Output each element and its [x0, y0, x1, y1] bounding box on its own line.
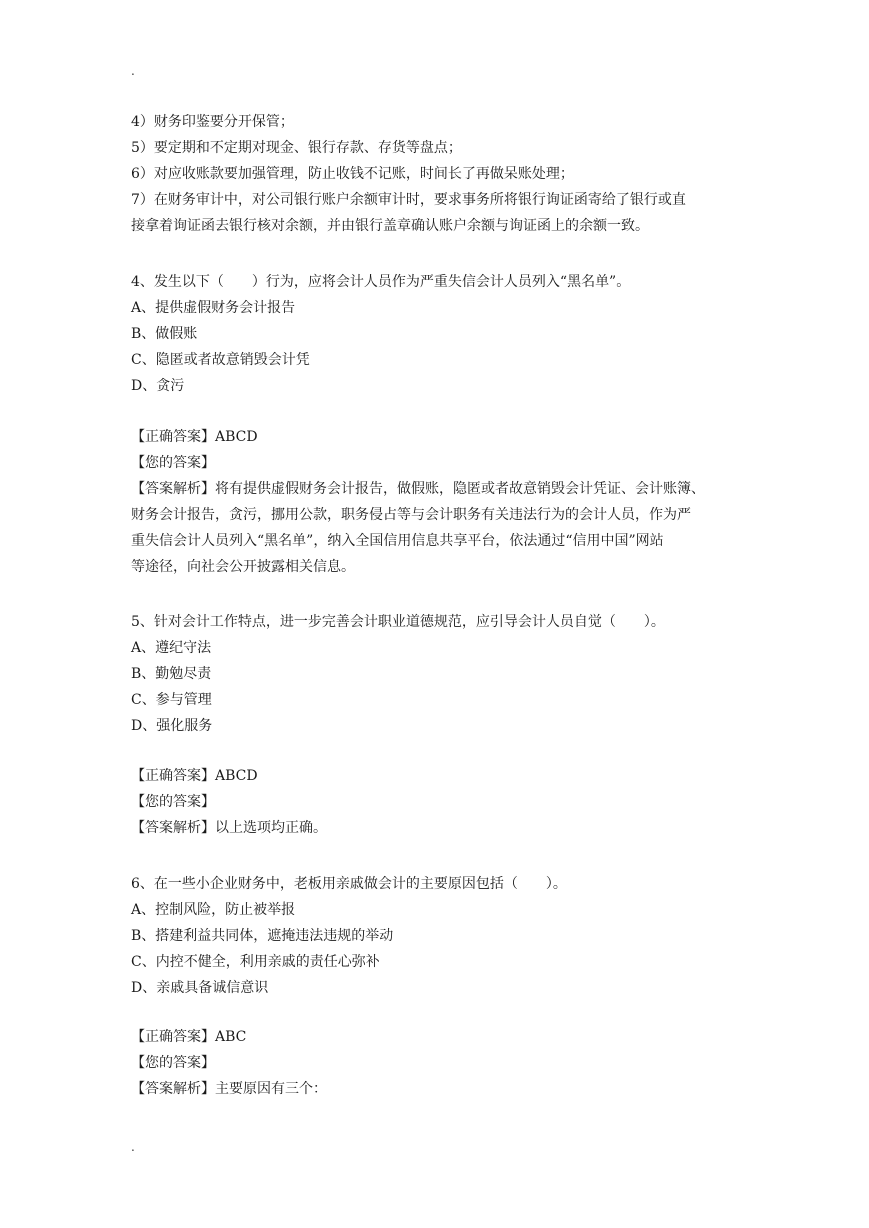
answer-block-4	[131, 424, 743, 580]
option-b: B、勤勉尽责	[131, 666, 212, 682]
option-c: C、参与管理	[131, 692, 212, 708]
list-item: 4）财务印鉴要分开保管；	[131, 114, 294, 130]
analysis-line: 【答案解析】主要原因有三个：	[131, 1081, 327, 1097]
question-stem: 6、在一些小企业财务中，老板用亲戚做会计的主要原因包括（ ）。	[131, 876, 567, 892]
intro-list	[131, 109, 743, 239]
analysis-line: 【答案解析】将有提供虚假财务会计报告，做假账，隐匿或者故意销毁会计凭证、会计账簿、	[131, 481, 705, 497]
question-stem: 5、针对会计工作特点，进一步完善会计职业道德规范，应引导会计人员自觉（ ）。	[131, 614, 665, 630]
list-item: 接拿着询证函去银行核对余额，并由银行盖章确认账户余额与询证函上的余额一致。	[131, 218, 649, 234]
header-mark: .	[131, 64, 135, 78]
correct-answer: 【正确答案】ABCD	[131, 429, 258, 445]
list-item: 5）要定期和不定期对现金、银行存款、存货等盘点；	[131, 140, 462, 156]
question-6	[131, 871, 743, 1001]
option-b: B、做假账	[131, 326, 198, 342]
option-c: C、内控不健全，利用亲戚的责任心弥补	[131, 954, 380, 970]
answer-block-6	[131, 1024, 743, 1102]
your-answer: 【您的答案】	[131, 794, 215, 810]
correct-answer: 【正确答案】ABC	[131, 1029, 247, 1045]
footer-mark: .	[131, 1140, 135, 1154]
option-b: B、搭建利益共同体，遮掩违法违规的举动	[131, 928, 394, 944]
option-a: A、提供虚假财务会计报告	[131, 300, 296, 316]
analysis-line: 重失信会计人员列入“黑名单”，纳入全国信用信息共享平台，依法通过“信用中国”网站	[131, 533, 664, 549]
option-a: A、遵纪守法	[131, 640, 212, 656]
analysis-line: 财务会计报告，贪污，挪用公款，职务侵占等与会计职务有关违法行为的会计人员，作为严	[131, 507, 691, 523]
option-d: D、亲戚具备诚信意识	[131, 980, 269, 996]
option-d: D、强化服务	[131, 718, 213, 734]
answer-block-5	[131, 763, 743, 841]
analysis-line: 等途径，向社会公开披露相关信息。	[131, 559, 355, 575]
analysis-line: 【答案解析】以上选项均正确。	[131, 820, 327, 836]
question-5	[131, 609, 743, 739]
option-c: C、隐匿或者故意销毁会计凭	[131, 352, 310, 368]
question-stem: 4、发生以下（ ）行为，应将会计人员作为严重失信会计人员列入“黑名单”。	[131, 274, 631, 290]
list-item: 7）在财务审计中，对公司银行账户余额审计时，要求事务所将银行询证函寄给了银行或直	[131, 192, 686, 208]
question-4	[131, 269, 743, 399]
your-answer: 【您的答案】	[131, 455, 215, 471]
list-item: 6）对应收账款要加强管理，防止收钱不记账，时间长了再做呆账处理；	[131, 166, 574, 182]
your-answer: 【您的答案】	[131, 1055, 215, 1071]
option-d: D、贪污	[131, 378, 185, 394]
correct-answer: 【正确答案】ABCD	[131, 768, 258, 784]
option-a: A、控制风险，防止被举报	[131, 902, 296, 918]
